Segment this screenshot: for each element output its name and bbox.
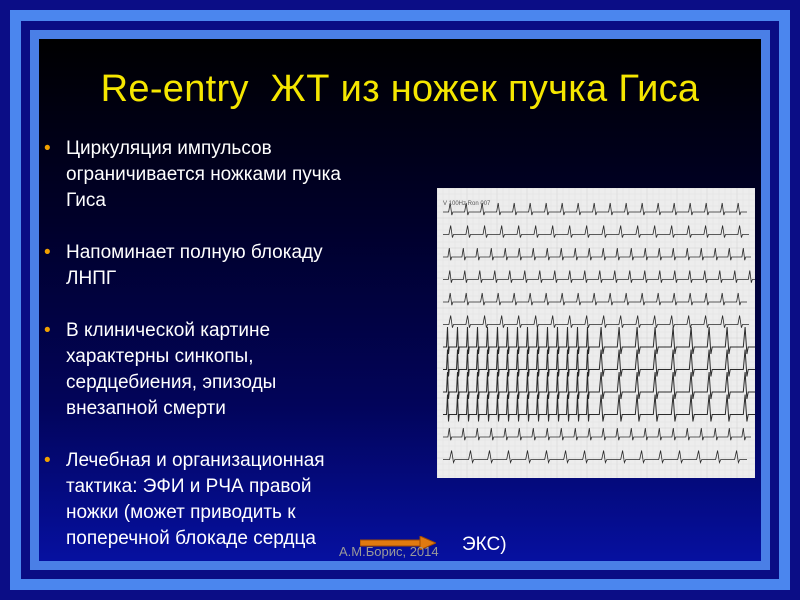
bullet-text: В клинической картине характерны синкопы, сердцебиения, эпизоды внезапной смерти <box>66 320 277 419</box>
bullet-continuation: ЭКС) <box>462 534 507 555</box>
bullet-item <box>43 318 423 422</box>
bullet-item <box>43 136 423 214</box>
bullet-text: Циркуляция импульсов ограничивается ножками пучка Гиса <box>66 138 341 211</box>
bullet-text: Лечебная и организационная тактика: ЭФИ и РЧА правой ножки (может приводить к поперечной блокаде сердца <box>66 450 325 549</box>
bullet-dot-icon: • <box>44 138 51 159</box>
slide-title: Re-entry ЖТ из ножек пучка Гиса <box>100 68 700 110</box>
bullet-item <box>43 240 423 292</box>
ecg-caption: V 100Hz Ron 007 <box>443 201 491 207</box>
bullet-dot-icon: • <box>44 320 51 341</box>
ecg-strip-graphic <box>437 188 755 478</box>
bullet-dot-icon: • <box>44 450 51 471</box>
bullet-dot-icon: • <box>44 242 51 263</box>
ecg-lead-trace <box>443 451 747 463</box>
ecg-lead-trace <box>443 293 747 305</box>
bullet-text: Напоминает полную блокаду ЛНПГ <box>66 242 323 289</box>
ecg-image <box>437 188 755 478</box>
ecg-grid <box>437 188 755 478</box>
author-credit: А.М.Борис, 2014 <box>339 544 439 559</box>
bullet-list <box>43 136 423 552</box>
